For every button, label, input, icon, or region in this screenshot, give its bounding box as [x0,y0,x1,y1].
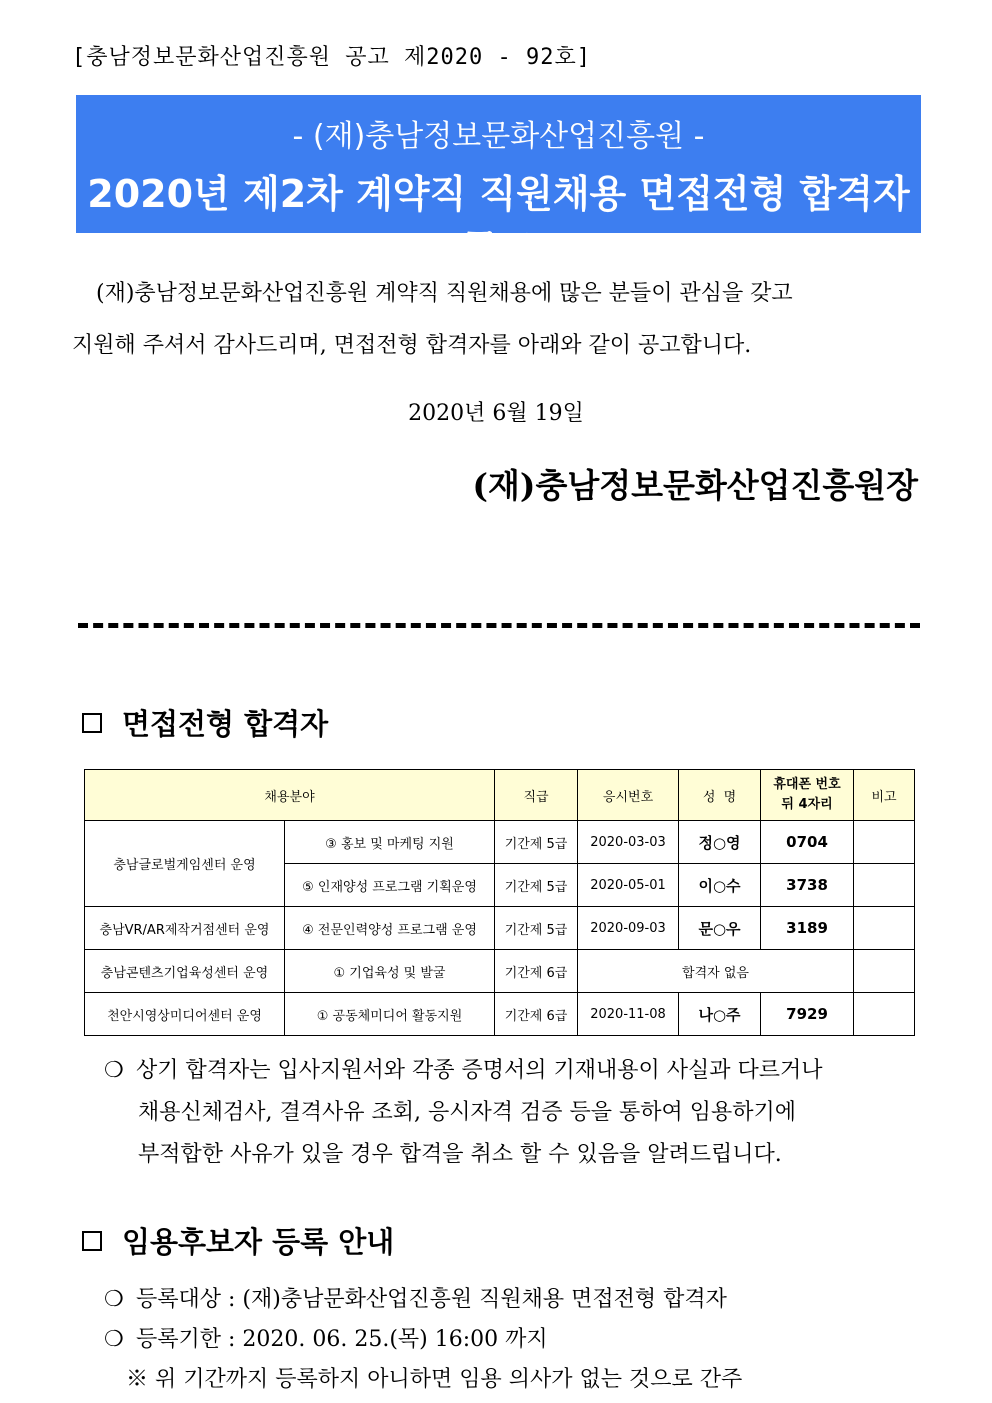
intro-line-1: (재)충남정보문화산업진흥원 계약직 직원채용에 많은 분들이 관심을 갖고 [96,281,793,306]
header-grade: 직급 [495,770,578,821]
cell-field: ④ 전문인력양성 프로그램 운영 [285,907,495,950]
note-text-3: 부적합한 사유가 있을 경우 합격을 취소 할 수 있음을 알려드립니다. [138,1142,782,1167]
list-item [104,1320,742,1360]
registration-target: 등록대상 : (재)충남문화산업진흥원 직원채용 면접전형 합격자 [136,1287,727,1312]
cell-phone: 3189 [761,907,854,950]
registration-deadline: 등록기한 : 2020. 06. 25.(목) 16:00 까지 [136,1327,548,1352]
header-field: 채용분야 [85,770,495,821]
section-title: 임용후보자 등록 안내 [122,1225,395,1259]
results-table [84,769,915,1036]
table-row [85,950,915,993]
banner-org-line: - (재)충남정보문화산업진흥원 - [292,119,705,154]
cell-field: ③ 홍보 및 마케팅 지원 [285,821,495,864]
intro-line-2: 지원해 주셔서 감사드리며, 면접전형 합격자를 아래와 같이 공고합니다. [72,333,752,358]
cell-exam-no: 2020-05-01 [578,864,679,907]
cell-name: 정○영 [679,821,761,864]
table-row [85,821,915,864]
cell-remark [854,993,915,1036]
header-exam-no: 응시번호 [578,770,679,821]
dashed-divider [78,623,920,628]
passers-note [104,1050,823,1176]
cell-grade: 기간제 5급 [495,821,578,864]
cell-no-pass: 합격자 없음 [578,950,854,993]
section-interview-passers [82,702,328,743]
cell-center: 충남콘텐츠기업육성센터 운영 [85,950,285,993]
cell-remark [854,864,915,907]
section-registration-guide [82,1220,394,1261]
section-title: 면접전형 합격자 [122,707,329,741]
title-banner [76,95,921,271]
intro-paragraph [72,268,922,372]
table-row [85,907,915,950]
header-phone [761,770,854,821]
cell-exam-no: 2020-11-08 [578,993,679,1036]
header-phone-line2: 뒤 4자리 [781,797,833,812]
note-text-2: 채용신체검사, 결격사유 조회, 응시자격 검증 등을 통하여 임용하기에 [138,1100,796,1125]
cell-phone: 3738 [761,864,854,907]
cell-field: ⑤ 인재양성 프로그램 기획운영 [285,864,495,907]
cell-exam-no: 2020-03-03 [578,821,679,864]
cell-remark [854,950,915,993]
checkbox-icon [82,713,102,733]
cell-grade: 기간제 5급 [495,864,578,907]
cell-field: ① 공동체미디어 활동지원 [285,993,495,1036]
circle-bullet-icon: ❍ [104,1327,124,1352]
circle-bullet-icon: ❍ [104,1287,124,1312]
circle-bullet-icon: ❍ [104,1058,124,1083]
signer: (재)충남정보문화산업진흥원장 [472,466,918,505]
cell-exam-no: 2020-09-03 [578,907,679,950]
registration-warning: ※ 위 기간까지 등록하지 아니하면 임용 의사가 없는 것으로 간주 [126,1367,743,1392]
header-name: 성 명 [679,770,761,821]
cell-remark [854,821,915,864]
cell-name: 이○수 [679,864,761,907]
cell-remark [854,907,915,950]
note-line-1 [104,1050,823,1092]
cell-center: 충남글로벌게임센터 운영 [85,821,285,907]
cell-name: 나○주 [679,993,761,1036]
cell-grade: 기간제 5급 [495,907,578,950]
cell-field: ① 기업육성 및 발굴 [285,950,495,993]
notice-date: 2020년 6월 19일 [408,401,584,426]
note-text-1: 상기 합격자는 입사지원서와 각종 증명서의 기재내용이 사실과 다르거나 [136,1058,823,1083]
checkbox-icon [82,1231,102,1251]
table-row [85,993,915,1036]
table-header-row [85,770,915,821]
registration-items [104,1280,742,1400]
cell-grade: 기간제 6급 [495,950,578,993]
cell-name: 문○우 [679,907,761,950]
cell-center: 천안시영상미디어센터 운영 [85,993,285,1036]
header-remark: 비고 [854,770,915,821]
cell-center: 충남VR/AR제작거점센터 운영 [85,907,285,950]
cell-grade: 기간제 6급 [495,993,578,1036]
cell-phone: 7929 [761,993,854,1036]
cell-phone: 0704 [761,821,854,864]
banner-title: 2020년 제2차 계약직 직원채용 면접전형 합격자 공고 [87,172,910,271]
header-phone-line1: 휴대폰 번호 [773,777,841,792]
notice-number: [충남정보문화산업진흥원 공고 제2020 - 92호] [72,45,591,70]
list-item [104,1280,742,1320]
